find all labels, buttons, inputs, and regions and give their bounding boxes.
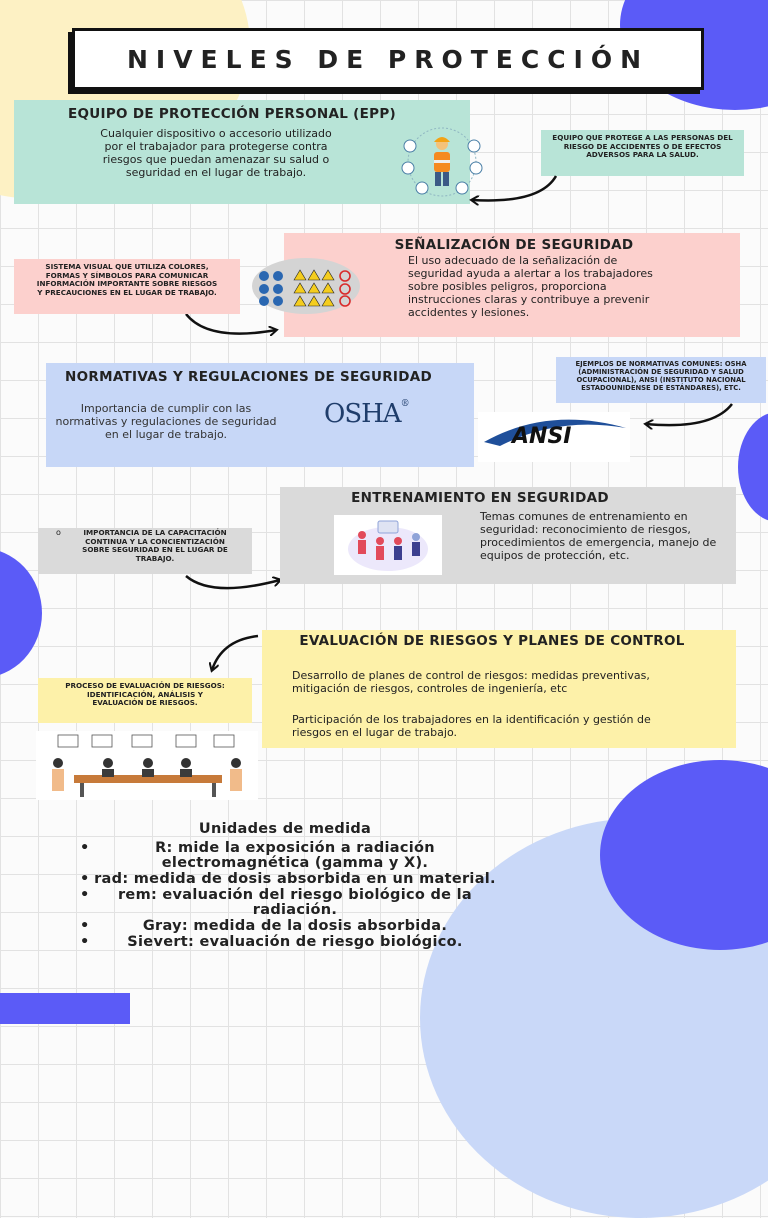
units-items [70, 841, 500, 951]
osha-logo: OSHA® [324, 399, 409, 429]
units-item: • Gray: medida de la dosis absorbida. [90, 919, 500, 935]
units-item: • Sievert: evaluación de riesgo biológico. [90, 935, 500, 951]
entrenamiento-card [280, 487, 736, 584]
ansi-logo-text: ANSI [512, 424, 572, 449]
units-list [70, 822, 500, 950]
units-item: • R: mide la exposición a radiación electromagnética (gamma y X). [90, 841, 500, 872]
units-item: • rad: medida de dosis absorbida en un material. [90, 872, 500, 888]
worker-ppe-icon [396, 122, 488, 202]
evaluacion-body-1: Desarrollo de planes de control de riesgos: medidas preventivas, mitigación de riesgos, controles de ingeniería, etc [292, 669, 650, 695]
epp-note: EQUIPO QUE PROTEGE A LAS PERSONAS DEL RIESGO DE ACCIDENTES O DE EFECTOS ADVERSOS PARA LA SALUD. [541, 130, 744, 176]
epp-body: Cualquier dispositivo o accesorio utilizado por el trabajador para protegerse contra riesgos que puedan amenazar su salud o seguridad en el lugar de trabajo. [100, 127, 332, 179]
entrenamiento-note: IMPORTANCIA DE LA CAPACITACIÓN CONTINUA Y LA CONCIENTIZACIÓN SOBRE SEGURIDAD EN EL LUGAR DE TRABAJO. [82, 528, 228, 563]
senalizacion-heading: SEÑALIZACIÓN DE SEGURIDAD [394, 237, 634, 253]
evaluacion-note: PROCESO DE EVALUACIÓN DE RIESGOS: IDENTIFICACIÓN, ANÁLISIS Y EVALUACIÓN DE RIESGOS. [38, 678, 252, 723]
evaluacion-card [262, 630, 736, 748]
blue-bar-bottom-left [0, 993, 130, 1024]
blue-blob-left [0, 548, 42, 678]
training-image [334, 515, 442, 575]
epp-card [14, 100, 470, 204]
entrenamiento-note-bullet: o [56, 528, 61, 537]
safety-signs-icon [252, 258, 360, 314]
evaluacion-heading: EVALUACIÓN DE RIESGOS Y PLANES DE CONTROL [299, 633, 685, 649]
evaluacion-body-2: Participación de los trabajadores en la identificación y gestión de riesgos en el lugar de trabajo. [292, 713, 651, 739]
normativas-card [46, 363, 474, 467]
units-item: • rem: evaluación del riesgo biológico de la radiación. [90, 888, 500, 919]
blue-blob-right-middle [738, 412, 768, 522]
normativas-body: Importancia de cumplir con las normativas y regulaciones de seguridad en el lugar de trabajo. [55, 402, 277, 441]
page-title: NIVELES DE PROTECCIÓN [72, 28, 704, 90]
ansi-logo [478, 412, 630, 462]
meeting-image [36, 731, 258, 800]
senalizacion-note: SISTEMA VISUAL QUE UTILIZA COLORES, FORMAS Y SÍMBOLOS PARA COMUNICAR INFORMACIÓN IMPORTANTE SOBRE RIESGOS Y PRECAUCIONES EN EL LUGAR DE TRABAJO. [14, 259, 240, 314]
senalizacion-body: El uso adecuado de la señalización de seguridad ayuda a alertar a los trabajadores sobre posibles peligros, proporciona instrucciones claras y contribuye a prevenir accidentes y lesiones. [408, 254, 653, 319]
training-team-icon [334, 515, 442, 575]
osha-logo-text: OSHA [324, 399, 401, 429]
entrenamiento-heading: ENTRENAMIENTO EN SEGURIDAD [351, 490, 609, 506]
safety-signs-image [252, 258, 360, 314]
entrenamiento-note-box [38, 528, 252, 574]
entrenamiento-body: Temas comunes de entrenamiento en seguridad: reconocimiento de riesgos, procedimientos de emergencia, manejo de equipos de protección, etc. [480, 510, 717, 562]
meeting-table-icon [36, 731, 258, 800]
normativas-note: EJEMPLOS DE NORMATIVAS COMUNES: OSHA (ADMINISTRACIÓN DE SEGURIDAD Y SALUD OCUPACIONAL), ANSI (INSTITUTO NACIONAL ESTADOUNIDENSE DE ESTÁNDARES), ETC. [556, 357, 766, 403]
normativas-heading: NORMATIVAS Y REGULACIONES DE SEGURIDAD [65, 369, 432, 385]
epp-heading: EQUIPO DE PROTECCIÓN PERSONAL (EPP) [67, 106, 396, 122]
units-heading: Unidades de medida [198, 821, 372, 837]
